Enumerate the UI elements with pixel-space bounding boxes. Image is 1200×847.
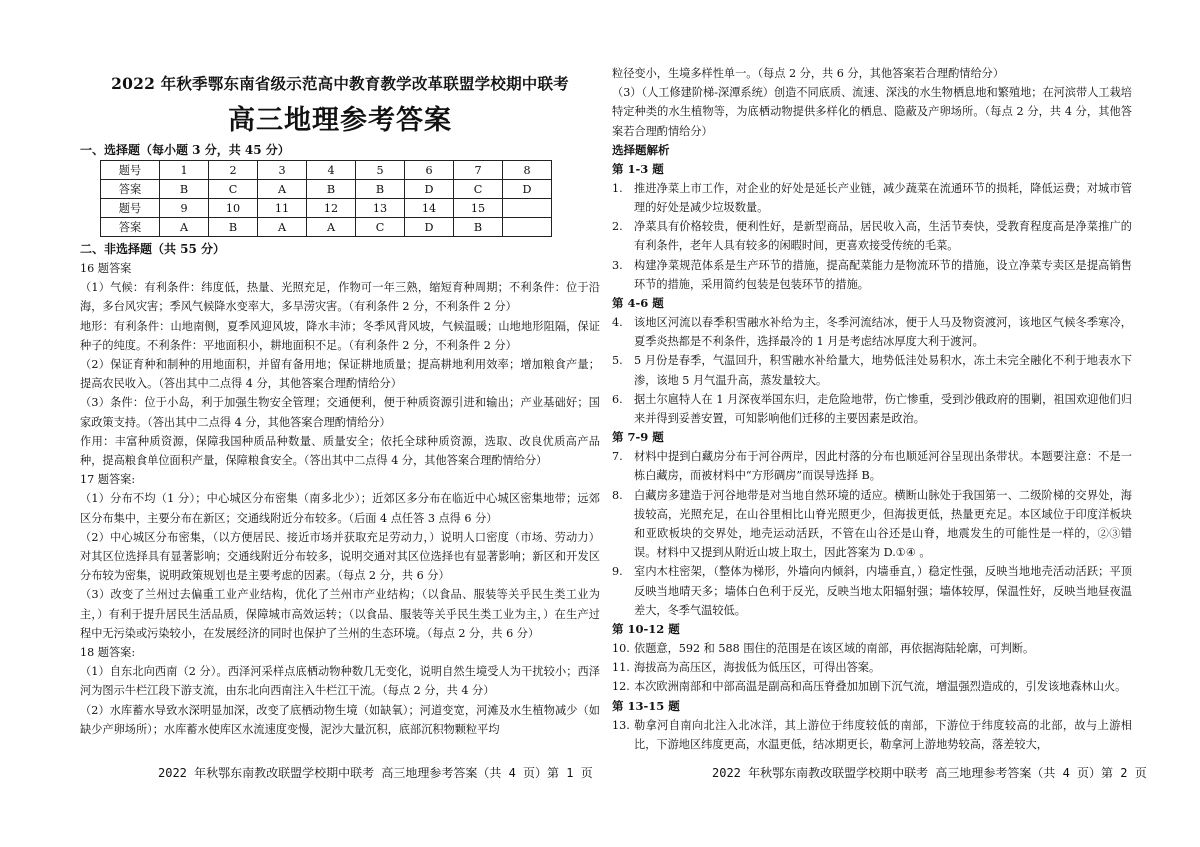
analysis-item-number: 7. xyxy=(612,450,623,464)
analysis-item-number: 3. xyxy=(612,258,623,272)
analysis-item-number: 1. xyxy=(612,181,623,195)
answer-paragraph: （2）中心城区分布密集，（以方便居民、接近市场并获取充足劳动力，）说明人口密度（市场、劳动力）对其区位选择具有显著影响；交通线附近分布较多，说明交通对其区位选择也有显著影响；新区和开发区分布较为密集，说明政策规划也是主要考虑的因素。（每点 2 分，共 6 分） xyxy=(80,530,600,583)
analysis-item-number: 5. xyxy=(612,354,623,368)
analysis-item xyxy=(612,217,1132,255)
analysis-group-title: 第 7-9 题 xyxy=(612,430,664,445)
analysis-item-number: 8. xyxy=(612,488,623,502)
answer-table-cell: C xyxy=(454,180,503,199)
nonchoice-answers xyxy=(80,259,600,739)
answer-table-cell: B xyxy=(209,218,258,237)
answer-table-cell xyxy=(503,199,552,218)
answer-paragraph: （3）（人工修建阶梯-深潭系统）创造不同底质、流速、深浅的水生物栖息地和繁殖地；在河滨带人工栽培特定种类的水生植物等，为底栖动物提供多样化的栖息、隐蔽及产卵场所。（每点 2 分，共 4 分，其他答案若合理酌情给分） xyxy=(612,86,1132,138)
answer-table-cell: C xyxy=(209,180,258,199)
analysis-item-text: 白藏房多建造于河谷地带是对当地自然环境的适应。横断山脉处于我国第一、二级阶梯的交界处，海拔较高，光照充足，在山谷里相比山脊光照更少，但海拔更低，热量更充足。本区域位于印度洋板块和亚欧板块的交界处，地壳运动活跃，不管在山谷还是山脊，地震发生的可能性是一样的，②③错误。材料中又提到从附近山坡上取土，因此答案为 D.①④ 。 xyxy=(634,488,1132,560)
analysis-item-text: 勒拿河自南向北注入北冰洋，其上游位于纬度较低的南部，下游位于纬度较高的北部，故与上游相比，下游地区纬度更高，水温更低，结冰期更长，勒拿河上游地势较高，落差较大， xyxy=(634,718,1132,751)
answer-table-cell: A xyxy=(258,180,307,199)
answer-paragraph: 17 题答案: xyxy=(80,473,136,487)
answer-table-cell: 11 xyxy=(258,199,307,218)
section-heading-choice: 一、选择题（每小题 3 分，共 45 分） xyxy=(80,143,290,157)
analysis-item-text: 5 月份是春季，气温回升，积雪融水补给量大，地势低洼处易积水，冻土未完全融化不利于地表水下渗，该地 5 月气温升高，蒸发量较大。 xyxy=(634,354,1132,387)
answer-table-cell: 14 xyxy=(405,199,454,218)
analysis-item-number: 10. xyxy=(612,642,630,656)
analysis-item-number: 13. xyxy=(612,718,630,732)
answer-table-cell: 2 xyxy=(209,161,258,180)
answer-table-row-header: 答案 xyxy=(101,218,160,237)
answer-table-cell: C xyxy=(356,218,405,237)
answer-table-row xyxy=(101,199,552,218)
answer-paragraph: 地形：有利条件：山地南侧，夏季风迎风坡，降水丰沛；冬季风背风坡，气候温暖；山地地形阻隔，保证种子的纯度。不利条件：平地面积小，耕地面积不足。（有利条件 2 分，不利条件 2 分） xyxy=(80,319,600,352)
answer-table-cell: 13 xyxy=(356,199,405,218)
analysis-item-text: 据土尔扈特人在 1 月深夜举国东归，走危险地带，伤亡惨重，受到沙俄政府的围剿，祖国欢迎他们归来并得到妥善安置，可知影响他们迁移的主要因素是政治。 xyxy=(634,392,1132,426)
analysis-item xyxy=(612,179,1132,217)
analysis-item-number: 4. xyxy=(612,316,623,330)
analysis-groups xyxy=(612,160,1132,754)
answer-table-cell: A xyxy=(307,218,356,237)
analysis-item-text: 海拔高为高压区，海拔低为低压区，可得出答案。 xyxy=(634,661,881,675)
answer-table-row-header: 答案 xyxy=(101,180,160,199)
analysis-group-title: 第 10-12 题 xyxy=(612,622,680,637)
answer-table-cell: B xyxy=(307,180,356,199)
answer-table-cell: 7 xyxy=(454,161,503,180)
analysis-item xyxy=(612,486,1132,563)
analysis-group-title: 第 13-15 题 xyxy=(612,698,680,713)
analysis-item xyxy=(612,351,1132,389)
exam-title: 2022 年秋季鄂东南省级示范高中教育教学改革联盟学校期中联考 xyxy=(111,74,569,93)
answer-table-cell: 8 xyxy=(503,161,552,180)
analysis-heading: 选择题解析 xyxy=(612,142,670,157)
analysis-item xyxy=(612,447,1132,485)
answer-table-cell: 10 xyxy=(209,199,258,218)
answer-table-row-header: 题号 xyxy=(101,199,160,218)
analysis-item-number: 9. xyxy=(612,565,623,579)
analysis-item-number: 6. xyxy=(612,392,623,406)
analysis-item-text: 材料中提到白藏房分布于河谷两岸，因此村落的分布也顺延河谷呈现出条带状。本题要注意：不是一栋白藏房，而被材料中“方形碉房”而误导选择 B。 xyxy=(634,450,1132,483)
analysis-item-text: 推进净菜上市工作，对企业的好处是延长产业链，减少蔬菜在流通环节的损耗，降低运费；对城市管理的好处是减少垃圾数量。 xyxy=(634,181,1132,215)
answer-table-cell: 12 xyxy=(307,199,356,218)
answer-table-cell: 3 xyxy=(258,161,307,180)
analysis-item xyxy=(612,677,1132,696)
answer-paragraph: （1）气候：有利条件：纬度低，热量、光照充足，作物可一年三熟，缩短育种周期；不利条件：位于沿海，多台风灾害；季风气候降水变率大，多旱涝灾害。（有利条件 2 分，不利条件 2 分） xyxy=(80,281,600,314)
analysis-item-text: 依题意，592 和 588 围住的范围是在该区域的南部，再依据海陆轮廓，可判断。 xyxy=(634,642,1035,656)
answer-table-cell: D xyxy=(405,180,454,199)
answer-table-cell: B xyxy=(356,180,405,199)
answer-paragraph: 粒径变小，生境多样性单一。（每点 2 分，共 6 分，其他答案若合理酌情给分） xyxy=(612,67,1005,80)
answer-table-cell: 4 xyxy=(307,161,356,180)
answer-paragraph: （3）改变了兰州过去偏重工业产业结构，优化了兰州市产业结构；（以食品、服装等关乎民生类工业为主，）有利于提升居民生活品质，保障城市高效运转；（以食品、服装等关乎民生类工业为主，）在生产过程中无污染或污染较小，在发展经济的同时也保护了兰州的生态环境。（每点 2 分，共 6 分） xyxy=(80,588,600,640)
answer-table-cell: 5 xyxy=(356,161,405,180)
answer-paragraph: （3）条件：位于小岛，利于加强生物安全管理；交通便利，便于种质资源引进和输出；产业基础好；国家政策支持。（答出其中二点得 4 分，其他答案合理酌情给分） xyxy=(80,396,600,429)
answer-table-cell: A xyxy=(160,218,209,237)
analysis-item-text: 该地区河流以春季积雪融水补给为主，冬季河流结冰，便于人马及物资渡河，该地区气候冬季寒冷，夏季炎热都是不利条件，选择最冷的 1 月是考虑结冰厚度大利于渡河。 xyxy=(634,316,1132,349)
analysis-item xyxy=(612,716,1132,754)
answer-table-cell: A xyxy=(258,218,307,237)
answer-table-cell: D xyxy=(503,180,552,199)
answer-table-row xyxy=(101,180,552,199)
section-heading-nonchoice: 二、非选择题（共 55 分） xyxy=(80,242,226,256)
answer-table-cell: B xyxy=(454,218,503,237)
analysis-group-title: 第 4-6 题 xyxy=(612,296,664,311)
answer-table-cell: 6 xyxy=(405,161,454,180)
answer-paragraph: 18 题答案: xyxy=(80,646,136,660)
answer-table-cell: 1 xyxy=(160,161,209,180)
analysis-item-text: 室内木柱密架，（整体为梯形，外墙向内倾斜，内墙垂直，）稳定性强，反映当地地壳活动活跃；平顶反映当地晴天多；墙体白色利于反光，反映当地太阳辐射强；墙体较厚，保温性好，反映当地昼夜温差大，冬季气温较低。 xyxy=(634,565,1132,617)
left-column xyxy=(80,62,600,739)
page-footer-right: 2022 年秋鄂东南教改联盟学校期中联考 高三地理参考答案（共 4 页）第 2 页 xyxy=(712,766,1147,780)
analysis-item-text: 本次欧洲南部和中部高温是副高和高压脊叠加加剧下沉气流，增温强烈造成的，引发该地森林山火。 xyxy=(634,680,1127,694)
analysis-group-title: 第 1-3 题 xyxy=(612,161,664,176)
analysis-item xyxy=(612,256,1132,294)
page-footer-left: 2022 年秋鄂东南教改联盟学校期中联考 高三地理参考答案（共 4 页）第 1 页 xyxy=(158,766,593,780)
analysis-item xyxy=(612,639,1132,658)
answer-paragraph: 16 题答案 xyxy=(80,262,132,275)
answer-table-cell: 9 xyxy=(160,199,209,218)
analysis-item xyxy=(612,562,1132,620)
analysis-item xyxy=(612,313,1132,351)
answer-table-cell: B xyxy=(160,180,209,199)
answer-table-cell: 15 xyxy=(454,199,503,218)
answer-paragraph: （2）保证育种和制种的用地面积，并留有备用地；保证耕地质量；提高耕地利用效率；增加粮食产量；提高农民收入。（答出其中二点得 4 分，其他答案合理酌情给分） xyxy=(80,358,600,391)
q18-continued xyxy=(612,64,1132,141)
analysis-item-text: 构建净菜规范体系是生产环节的措施，提高配菜能力是物流环节的措施，设立净菜专卖区是提高销售环节的措施，采用简约包装是包装环节的措施。 xyxy=(634,258,1132,291)
answer-paragraph: （1）分布不均（1 分）；中心城区分布密集（南多北少）；近郊区多分布在临近中心城区密集地带；远郊区分布集中，主要分布在新区；交通线附近分布较多。（后面 4 点任答 3 点得 6 分） xyxy=(80,492,600,525)
answer-table xyxy=(100,160,552,237)
analysis-item-number: 11. xyxy=(612,661,630,675)
analysis-item-text: 净菜具有价格较贵，便利性好，是新型商品，居民收入高，生活节奏快，受教育程度高是净菜推广的有利条件，老年人具有较多的闲暇时间，更喜欢接受传统的毛菜。 xyxy=(634,220,1132,253)
answer-table-row xyxy=(101,218,552,237)
answer-table-row xyxy=(101,161,552,180)
analysis-item xyxy=(612,658,1132,677)
answer-table-cell xyxy=(503,218,552,237)
analysis-item-number: 12. xyxy=(612,680,630,694)
answer-paragraph: 作用：丰富种质资源，保障我国种质品种数量、质量安全；依托全球种质资源，选取、改良优质高产品种，提高粮食单位面积产量，保障粮食安全。（答出其中二点得 4 分，其他答案合理酌情给分） xyxy=(80,434,600,468)
answer-paragraph: （1）自东北向西南（2 分）。西泽河采样点底栖动物种数几无变化，说明自然生境受人为干扰较小；西泽河为图示牛栏江段下游支流，由东北向西南注入牛栏江干流。（每点 2 分，共 4 分） xyxy=(80,665,600,698)
right-column xyxy=(612,64,1132,754)
analysis-item xyxy=(612,390,1132,428)
answer-table-cell: D xyxy=(405,218,454,237)
subject-title: 高三地理参考答案 xyxy=(228,105,452,136)
analysis-item-number: 2. xyxy=(612,220,623,234)
answer-paragraph: （2）水库蓄水导致水深明显加深，改变了底栖动物生境（如缺氧）；河道变宽，河滩及水生植物减少（如缺少产卵场所）；水库蓄水使库区水流速度变慢，泥沙大量沉积，底部沉积物颗粒平均 xyxy=(80,703,600,736)
answer-table-row-header: 题号 xyxy=(101,161,160,180)
